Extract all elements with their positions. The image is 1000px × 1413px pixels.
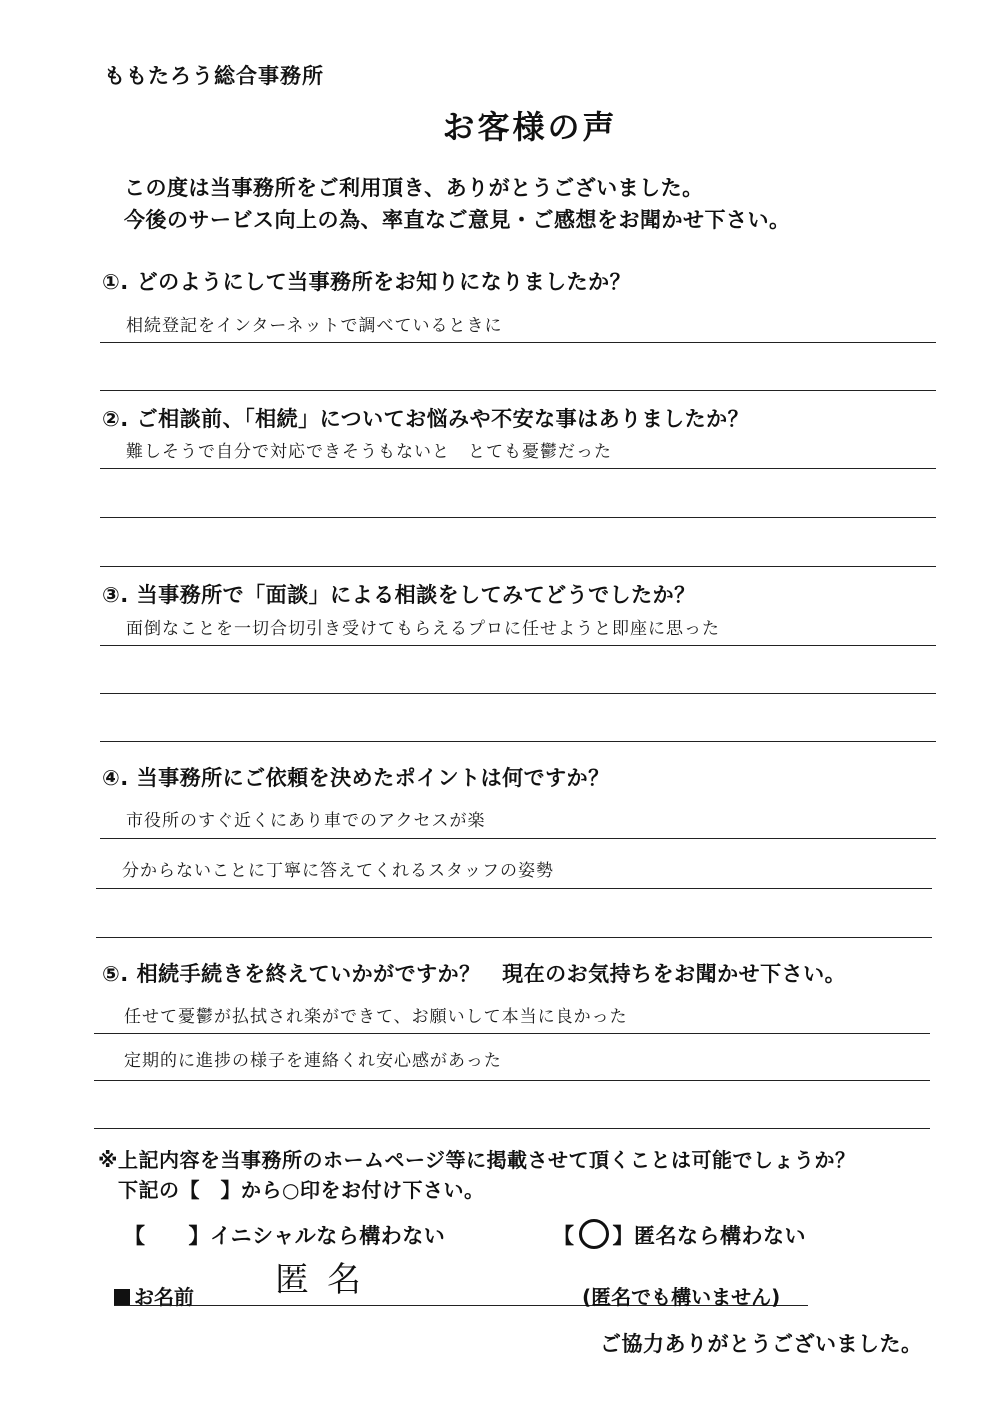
- selected-circle-mark: [579, 1219, 609, 1249]
- consent-instruction: 下記の【 】から○印をお付け下さい。: [118, 1178, 485, 1202]
- company-name: ももたろう総合事務所: [104, 64, 324, 88]
- answer-line: [94, 1033, 930, 1034]
- answer-5-1: 任せて憂鬱が払拭され楽ができて、お願いして本当に良かった: [124, 1007, 628, 1027]
- option-anonymous-label: 匿名なら構わない: [634, 1224, 806, 1248]
- answer-4-2: 分からないことに丁寧に答えてくれるスタッフの姿勢: [122, 861, 554, 881]
- name-label-text: お名前: [134, 1285, 194, 1309]
- question-3: ③. 当事務所で「面談」による相談をしてみてどうでしたか？: [102, 583, 696, 607]
- option-initial[interactable]: [124, 1220, 445, 1250]
- answer-line: [100, 390, 936, 391]
- answer-5-2: 定期的に進捗の様子を連絡くれ安心感があった: [124, 1051, 502, 1071]
- answer-3-1: 面倒なことを一切合切引き受けてもらえるプロに任せようと即座に思った: [126, 619, 720, 639]
- option-initial-bracket: 【 】: [124, 1224, 210, 1248]
- anonymous-note: (匿名でも構いません): [582, 1285, 781, 1309]
- answer-line: [100, 741, 936, 742]
- question-5: ⑤. 相続手続きを終えていかがですか？ 現在のお気持ちをお聞かせ下さい。: [102, 962, 847, 986]
- name-value: 匿名: [275, 1260, 379, 1300]
- intro-line-1: この度は当事務所をご利用頂き、ありがとうございました。: [124, 176, 704, 200]
- option-anonymous-bracket-open: 【: [553, 1224, 575, 1248]
- answer-line: [96, 888, 932, 889]
- thanks-message: ご協力ありがとうございました。: [600, 1332, 923, 1356]
- answer-line: [94, 1080, 930, 1081]
- answer-line: [100, 693, 936, 694]
- answer-line: [100, 342, 936, 343]
- answer-line: [100, 517, 936, 518]
- intro-line-2: 今後のサービス向上の為、率直なご意見・ご感想をお聞かせ下さい。: [124, 208, 791, 232]
- page-title: お客様の声: [442, 108, 618, 146]
- answer-line: [96, 937, 932, 938]
- option-anonymous-bracket-close: 】: [612, 1224, 634, 1248]
- question-2: ②. ご相談前、「相続」についてお悩みや不安な事はありましたか？: [102, 407, 750, 431]
- answer-line: [100, 468, 936, 469]
- answer-2-1: 難しそうで自分で対応できそうもないと とても憂鬱だった: [126, 442, 612, 462]
- consent-note: ※上記内容を当事務所のホームページ等に掲載させて頂くことは可能でしょうか？: [98, 1148, 856, 1172]
- option-initial-label: イニシャルなら構わない: [210, 1224, 446, 1248]
- question-4: ④. 当事務所にご依頼を決めたポイントは何ですか？: [102, 766, 610, 790]
- answer-line: [94, 1128, 930, 1129]
- option-anonymous[interactable]: [553, 1220, 806, 1250]
- answer-line: [100, 566, 936, 567]
- square-bullet-icon: [114, 1289, 130, 1305]
- answer-line: [100, 838, 936, 839]
- answer-line: [100, 645, 936, 646]
- answer-4-1: 市役所のすぐ近くにあり車でのアクセスが楽: [126, 811, 486, 831]
- question-1: ①. どのようにして当事務所をお知りになりましたか？: [102, 270, 632, 294]
- answer-1-1: 相続登記をインターネットで調べているときに: [126, 316, 503, 336]
